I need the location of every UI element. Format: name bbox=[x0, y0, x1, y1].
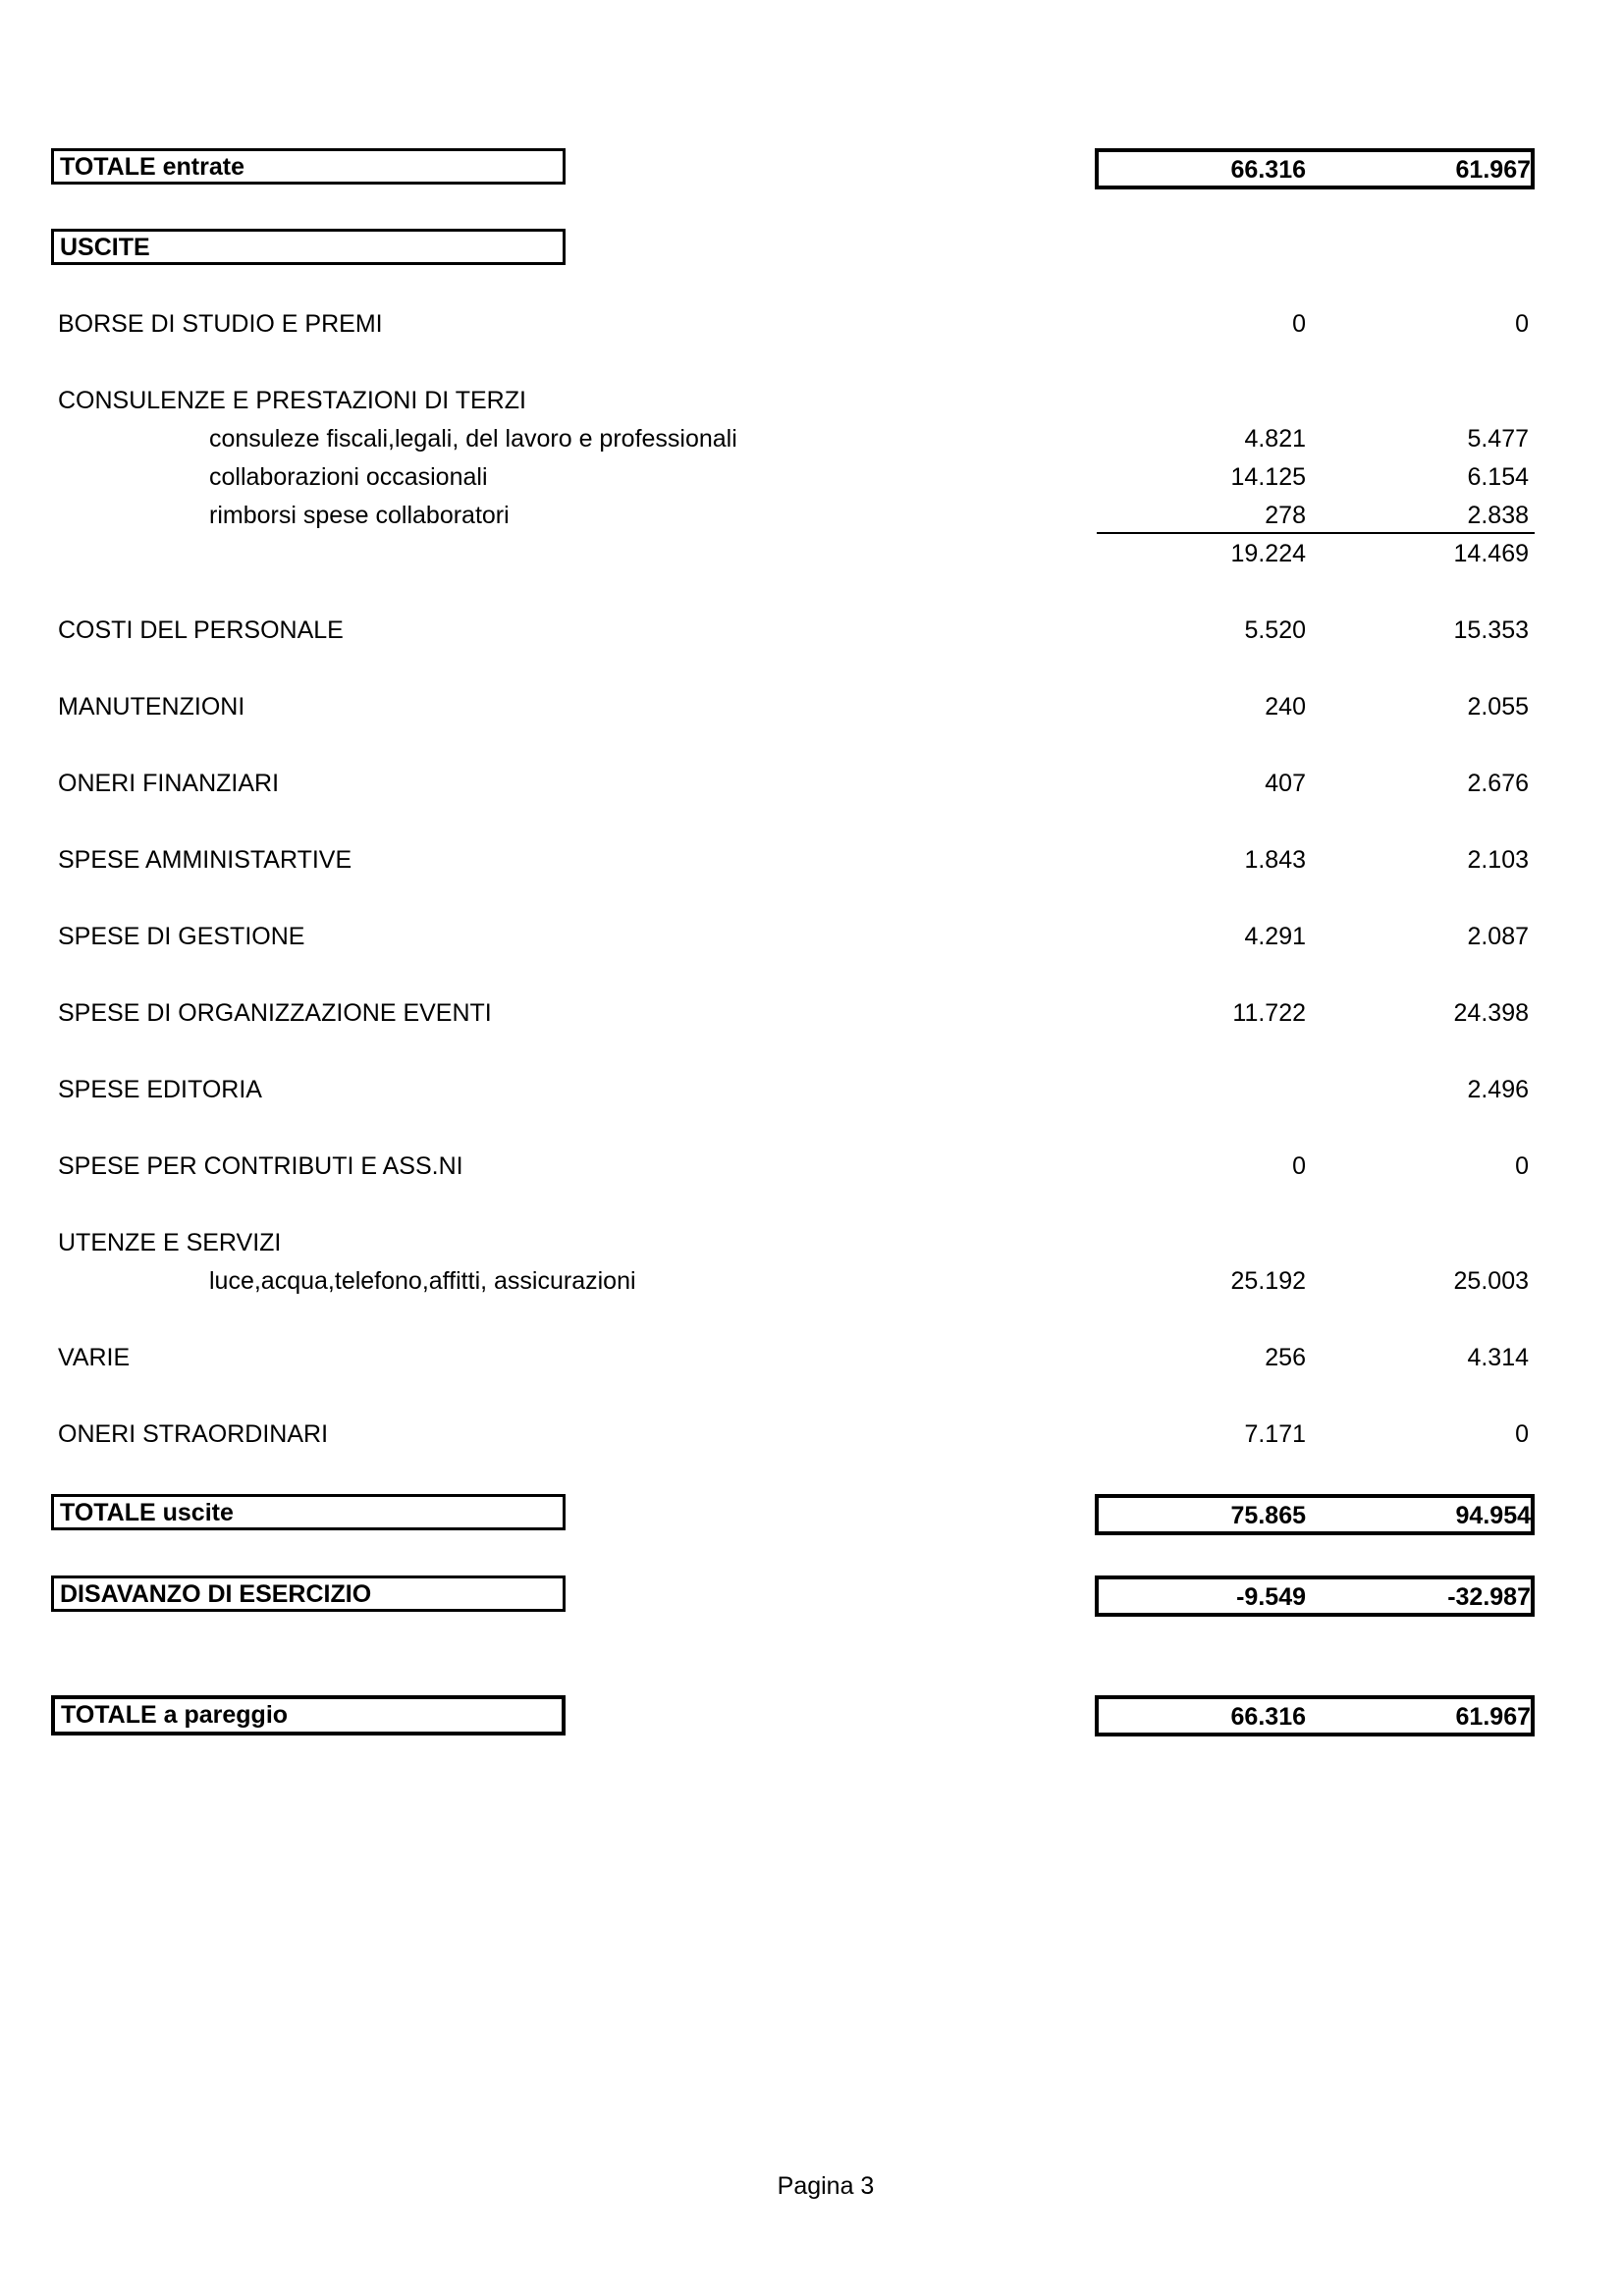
totale-entrate-label: TOTALE entrate bbox=[60, 153, 244, 181]
totale-pareggio-label: TOTALE a pareggio bbox=[61, 1701, 289, 1729]
spese-contributi-label: SPESE PER CONTRIBUTI E ASS.NI bbox=[58, 1152, 463, 1180]
consulenze-item-value-2: 6.154 bbox=[1467, 463, 1529, 491]
consulenze-subtotal-2: 14.469 bbox=[1453, 540, 1529, 567]
totale-uscite-label-box bbox=[51, 1494, 566, 1530]
spese-editoria-value-2: 2.496 bbox=[1467, 1076, 1529, 1103]
disavanzo-value-2: -32.987 bbox=[1447, 1583, 1531, 1611]
totale-entrate-value-box bbox=[1095, 148, 1535, 189]
consulenze-item-value-2: 2.838 bbox=[1467, 502, 1529, 529]
totale-pareggio-value-2: 61.967 bbox=[1455, 1703, 1531, 1731]
utenze-item-value-2: 25.003 bbox=[1453, 1267, 1529, 1295]
utenze-item-value-1: 25.192 bbox=[1230, 1267, 1306, 1295]
consulenze-item-value-2: 5.477 bbox=[1467, 425, 1529, 453]
spese-eventi-value-2: 24.398 bbox=[1453, 999, 1529, 1027]
borse-value-2: 0 bbox=[1515, 310, 1529, 338]
oneri-finanziari-value-2: 2.676 bbox=[1467, 770, 1529, 797]
oneri-straordinari-value-2: 0 bbox=[1515, 1420, 1529, 1448]
consulenze-item-label: rimborsi spese collaboratori bbox=[209, 502, 510, 529]
disavanzo-label: DISAVANZO DI ESERCIZIO bbox=[60, 1580, 372, 1608]
disavanzo-value-1: -9.549 bbox=[1236, 1583, 1306, 1611]
totale-uscite-value-2: 94.954 bbox=[1455, 1502, 1531, 1529]
totale-pareggio-value-1: 66.316 bbox=[1230, 1703, 1306, 1731]
costi-personale-label: COSTI DEL PERSONALE bbox=[58, 616, 344, 644]
spese-amministrative-value-1: 1.843 bbox=[1244, 846, 1306, 874]
consulenze-label: CONSULENZE E PRESTAZIONI DI TERZI bbox=[58, 387, 526, 414]
totale-pareggio-value-box bbox=[1095, 1695, 1535, 1736]
totale-uscite-value-box bbox=[1095, 1494, 1535, 1535]
consulenze-item-label: collaborazioni occasionali bbox=[209, 463, 488, 491]
oneri-finanziari-label: ONERI FINANZIARI bbox=[58, 770, 280, 797]
borse-value-1: 0 bbox=[1292, 310, 1306, 338]
uscite-header: USCITE bbox=[60, 234, 150, 261]
spese-gestione-value-1: 4.291 bbox=[1244, 923, 1306, 950]
varie-label: VARIE bbox=[58, 1344, 131, 1371]
totale-uscite-label: TOTALE uscite bbox=[60, 1499, 234, 1526]
oneri-straordinari-value-1: 7.171 bbox=[1244, 1420, 1306, 1448]
subtotal-rule bbox=[1097, 532, 1535, 534]
spese-gestione-value-2: 2.087 bbox=[1467, 923, 1529, 950]
totale-entrate-label-box bbox=[51, 148, 566, 185]
spese-contributi-value-2: 0 bbox=[1515, 1152, 1529, 1180]
totale-entrate-value-1: 66.316 bbox=[1230, 156, 1306, 184]
consulenze-item-label: consuleze fiscali,legali, del lavoro e professionali bbox=[209, 425, 737, 453]
spese-eventi-value-1: 11.722 bbox=[1232, 999, 1306, 1027]
consulenze-item-value-1: 4.821 bbox=[1244, 425, 1306, 453]
manutenzioni-value-2: 2.055 bbox=[1467, 693, 1529, 721]
costi-personale-value-1: 5.520 bbox=[1244, 616, 1306, 644]
borse-label: BORSE DI STUDIO E PREMI bbox=[58, 310, 383, 338]
totale-pareggio-label-box bbox=[51, 1695, 566, 1735]
oneri-finanziari-value-1: 407 bbox=[1265, 770, 1306, 797]
page-number: Pagina 3 bbox=[777, 2172, 875, 2200]
varie-value-2: 4.314 bbox=[1467, 1344, 1529, 1371]
utenze-label: UTENZE E SERVIZI bbox=[58, 1229, 282, 1256]
spese-eventi-label: SPESE DI ORGANIZZAZIONE EVENTI bbox=[58, 999, 492, 1027]
oneri-straordinari-label: ONERI STRAORDINARI bbox=[58, 1420, 329, 1448]
totale-uscite-value-1: 75.865 bbox=[1230, 1502, 1306, 1529]
uscite-header-box bbox=[51, 229, 566, 265]
varie-value-1: 256 bbox=[1265, 1344, 1306, 1371]
consulenze-item-value-1: 278 bbox=[1265, 502, 1306, 529]
manutenzioni-value-1: 240 bbox=[1265, 693, 1306, 721]
spese-amministrative-value-2: 2.103 bbox=[1467, 846, 1529, 874]
spese-contributi-value-1: 0 bbox=[1292, 1152, 1306, 1180]
utenze-item-label: luce,acqua,telefono,affitti, assicurazioni bbox=[209, 1267, 636, 1295]
spese-editoria-label: SPESE EDITORIA bbox=[58, 1076, 262, 1103]
totale-entrate-value-2: 61.967 bbox=[1455, 156, 1531, 184]
disavanzo-value-box bbox=[1095, 1575, 1535, 1617]
spese-gestione-label: SPESE DI GESTIONE bbox=[58, 923, 305, 950]
costi-personale-value-2: 15.353 bbox=[1453, 616, 1529, 644]
consulenze-item-value-1: 14.125 bbox=[1230, 463, 1306, 491]
manutenzioni-label: MANUTENZIONI bbox=[58, 693, 245, 721]
consulenze-subtotal-1: 19.224 bbox=[1230, 540, 1306, 567]
disavanzo-label-box bbox=[51, 1575, 566, 1612]
spese-amministrative-label: SPESE AMMINISTARTIVE bbox=[58, 846, 352, 874]
